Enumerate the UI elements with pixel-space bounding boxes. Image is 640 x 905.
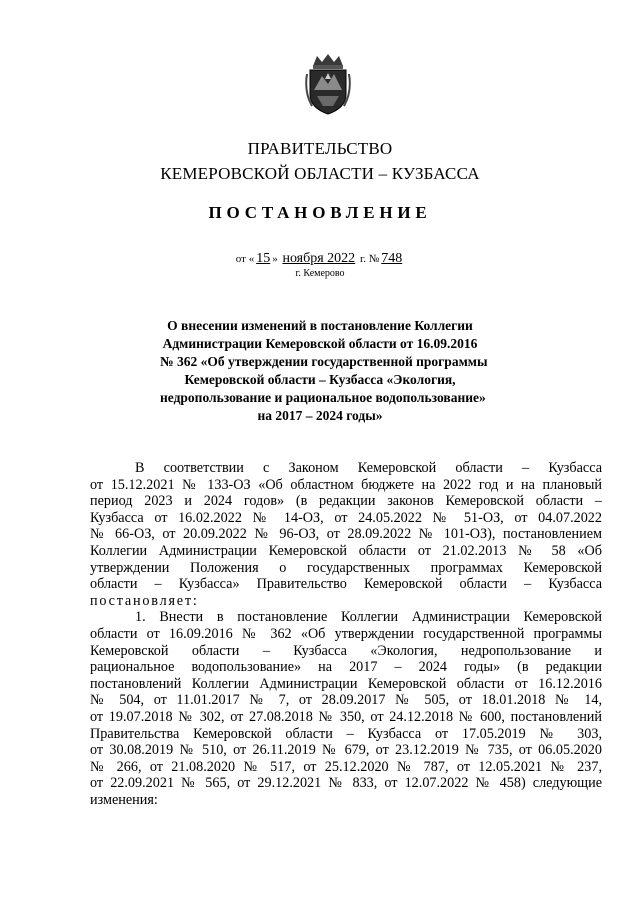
kuzbass-coat-of-arms-emblem [303, 52, 353, 116]
date-month-year: ноября 2022 [282, 251, 356, 266]
government-name-line-2: КЕМЕРОВСКОЙ ОБЛАСТИ – КУЗБАССА [160, 164, 480, 183]
body-line: В соответствии с Законом Кемеровской области – Кузбасса [135, 460, 602, 476]
body-line: период 2023 и 2024 годов» (в редакции законов Кемеровской области – [90, 493, 602, 510]
body-line: утверждении Положения о государственных программах Кемеровской [90, 559, 602, 576]
decree-body [90, 460, 602, 808]
body-line: Кемеровской области – Кузбасса «Экология, недропользование и [90, 642, 602, 659]
body-line: постановлений Коллегии Администрации Кемеровской области от 16.12.2016 [90, 675, 602, 692]
body-line: Правительства Кемеровской области – Кузбасса от 17.05.2019 № 303, [90, 725, 602, 742]
date-day: 15 [256, 251, 271, 266]
body-line: от 22.09.2021 № 565, от 29.12.2021 № 833, от 12.07.2022 № 458) следующие [90, 775, 602, 792]
document-type-title: ПОСТАНОВЛЕНИЕ [208, 203, 432, 222]
body-line: 1. Внести в постановление Коллегии Администрации Кемеровской [135, 609, 602, 626]
subject-line: недропользование и рациональное водопользование» [160, 390, 486, 405]
number-sign: № [368, 253, 380, 265]
body-line: от 19.07.2018 № 302, от 27.08.2018 № 350, от 24.12.2018 № 600, постановлений [90, 708, 602, 725]
subject-line: О внесении изменений в постановление Коллегии [167, 318, 473, 333]
city-name: г. Кемерово [295, 268, 345, 279]
body-line: № 504, от 11.01.2017 № 7, от 28.09.2017 № 505, от 18.01.2018 № 14, [90, 692, 602, 709]
body-line: № 266, от 21.08.2020 № 517, от 25.12.2020 № 787, от 12.05.2021 № 237, [90, 758, 602, 775]
body-line: области от 16.09.2016 № 362 «Об утверждении государственной программы [90, 625, 602, 642]
government-name-line-1: ПРАВИТЕЛЬСТВО [247, 139, 393, 158]
decree-subject [160, 317, 488, 425]
body-line: № 66-ОЗ, от 20.09.2022 № 96-ОЗ, от 28.09.2022 № 101-ОЗ), постановлением [90, 526, 602, 543]
body-line: рациональное водопользование» на 2017 – 2024 годы» (в редакции [90, 659, 602, 676]
date-day-close: » [272, 253, 278, 265]
subject-line: № 362 «Об утверждении государственной программы [160, 354, 488, 369]
subject-line: Кемеровской области – Кузбасса «Экология, [184, 372, 456, 387]
body-line: изменения: [90, 791, 158, 808]
body-line: постановляет: [90, 592, 199, 609]
decree-date-line [0, 251, 640, 267]
body-line: области – Кузбасса» Правительство Кемеровской области – Кузбасса [90, 576, 602, 593]
body-line: Коллегии Администрации Кемеровской области от 21.02.2013 № 58 «Об [90, 542, 602, 559]
subject-line: Администрации Кемеровской области от 16.09.2016 [162, 336, 478, 351]
date-year-suffix: г. [359, 253, 366, 265]
decree-number: 748 [381, 251, 403, 266]
date-prefix: от « [235, 253, 255, 265]
body-line: от 30.08.2019 № 510, от 26.11.2019 № 679, от 23.12.2019 № 735, от 06.05.2020 [90, 742, 602, 759]
body-line: от 15.12.2021 № 133-ОЗ «Об областном бюджете на 2022 год и на плановый [90, 476, 602, 493]
subject-line: на 2017 – 2024 годы» [257, 408, 383, 423]
body-line: Кузбасса от 16.02.2022 № 14-ОЗ, от 24.05.2022 № 51-ОЗ, от 04.07.2022 [90, 509, 602, 526]
